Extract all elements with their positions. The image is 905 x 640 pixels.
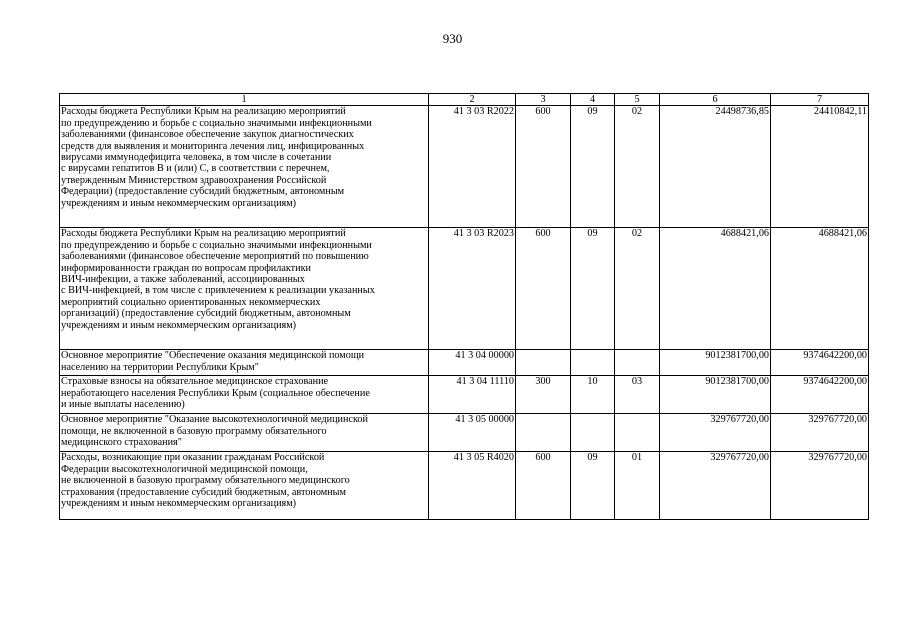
table-header-row (60, 94, 869, 106)
description-line: информированности граждан по вопросам профилактики (61, 262, 311, 274)
row-subsection: 02 (615, 228, 660, 350)
row-section (571, 350, 615, 376)
row-expense-type (516, 350, 571, 376)
description-line: помощи, не включенной в базовую программу обязательного (61, 425, 327, 437)
header-cell: 2 (429, 94, 516, 106)
row-amount-col6: 4688421,06 (660, 228, 771, 350)
budget-table (59, 93, 869, 520)
row-expense-type (516, 414, 571, 452)
row-subsection (615, 414, 660, 452)
row-amount-col7: 329767720,00 (771, 414, 869, 452)
description-line: не включенной в базовую программу обязательного медицинского (61, 475, 350, 487)
row-amount-col7: 9374642200,00 (771, 376, 869, 414)
row-amount-col6: 329767720,00 (660, 452, 771, 520)
header-cell: 3 (516, 94, 571, 106)
description-line: Страховые взносы на обязательное медицинское страхование (61, 376, 329, 388)
description-line: средств для выявления и мониторинга лечения лиц, инфицированных (61, 140, 365, 152)
row-code: 41 3 04 11110 (429, 376, 516, 414)
page-number: 930 (442, 31, 463, 46)
row-description (60, 350, 429, 376)
row-section: 09 (571, 228, 615, 350)
description-line: с вирусами гепатитов B и (или) C, в соответствии с перечнем, (61, 163, 330, 175)
row-code: 41 3 04 00000 (429, 350, 516, 376)
row-amount-col7: 329767720,00 (771, 452, 869, 520)
description-line: по предупреждению и борьбе с социально значимыми инфекционными (61, 239, 372, 251)
header-cell: 4 (571, 94, 615, 106)
description-line: с ВИЧ-инфекцией, в том числе с привлечением к реализации указанных (61, 285, 375, 297)
description-line: Основное мероприятие "Обеспечение оказания медицинской помощи (61, 350, 365, 362)
row-section: 10 (571, 376, 615, 414)
description-line: ВИЧ-инфекции, а также заболеваний, ассоциированных (61, 274, 305, 286)
row-section: 09 (571, 106, 615, 228)
description-line: Федерации) (предоставление субсидий бюджетным, автономным (61, 186, 345, 198)
description-line: по предупреждению и борьбе с социально значимыми инфекционными (61, 117, 372, 129)
description-line: медицинского страхования" (61, 437, 182, 449)
row-description (60, 106, 429, 228)
row-section: 09 (571, 452, 615, 520)
row-subsection (615, 350, 660, 376)
description-line: заболеваниями (финансовое обеспечение закупок диагностических (61, 129, 354, 141)
row-expense-type: 600 (516, 228, 571, 350)
description-line: Федерации высокотехнологичной медицинской помощи, (61, 463, 308, 475)
header-cell: 6 (660, 94, 771, 106)
row-expense-type: 600 (516, 452, 571, 520)
row-description (60, 376, 429, 414)
row-amount-col6: 9012381700,00 (660, 376, 771, 414)
row-expense-type: 300 (516, 376, 571, 414)
description-line: Расходы бюджета Республики Крым на реализацию мероприятий (61, 106, 346, 118)
row-amount-col7: 24410842,11 (771, 106, 869, 228)
row-description (60, 414, 429, 452)
description-line: учреждениям и иным некоммерческим организациям) (61, 197, 297, 209)
row-code: 41 3 03 R2023 (429, 228, 516, 350)
description-line: вирусами иммунодефицита человека, в том числе в сочетании (61, 152, 332, 164)
row-subsection: 01 (615, 452, 660, 520)
description-line: и иные выплаты населению) (61, 399, 185, 411)
row-amount-col7: 4688421,06 (771, 228, 869, 350)
description-line: Расходы бюджета Республики Крым на реализацию мероприятий (61, 228, 346, 240)
table-row (60, 414, 869, 452)
row-subsection: 02 (615, 106, 660, 228)
description-line: Расходы, возникающие при оказании гражданам Российской (61, 452, 325, 464)
row-section (571, 414, 615, 452)
description-line: неработающего населения Республики Крым (социальное обеспечение (61, 387, 370, 399)
description-line: мероприятий социально ориентированных некоммерческих (61, 296, 321, 308)
table-row (60, 228, 869, 350)
description-line: утвержденным Министерством здравоохранения Российской (61, 174, 327, 186)
header-cell: 7 (771, 94, 869, 106)
row-amount-col6: 24498736,85 (660, 106, 771, 228)
row-description (60, 452, 429, 520)
header-cell: 5 (615, 94, 660, 106)
row-code: 41 3 05 00000 (429, 414, 516, 452)
row-subsection: 03 (615, 376, 660, 414)
row-code: 41 3 05 R4020 (429, 452, 516, 520)
description-line: Основное мероприятие "Оказание высокотехнологичной медицинской (61, 414, 368, 426)
row-description (60, 228, 429, 350)
row-amount-col6: 329767720,00 (660, 414, 771, 452)
description-line: страхования (предоставление субсидий бюджетным, автономным (61, 486, 346, 498)
table-row (60, 106, 869, 228)
description-line: заболеваниями (финансовое обеспечение мероприятий по повышению (61, 251, 369, 263)
table-row (60, 452, 869, 520)
table-row (60, 376, 869, 414)
description-line: учреждениям и иным некоммерческим организациям) (61, 319, 297, 331)
description-line: населению на территории Республики Крым" (61, 361, 259, 373)
row-expense-type: 600 (516, 106, 571, 228)
description-line: организаций) (предоставление субсидий бюджетным, автономным (61, 308, 351, 320)
header-cell: 1 (60, 94, 429, 106)
row-amount-col6: 9012381700,00 (660, 350, 771, 376)
table-row (60, 350, 869, 376)
row-amount-col7: 9374642200,00 (771, 350, 869, 376)
description-line: учреждениям и иным некоммерческим организациям) (61, 498, 297, 510)
row-code: 41 3 03 R2022 (429, 106, 516, 228)
